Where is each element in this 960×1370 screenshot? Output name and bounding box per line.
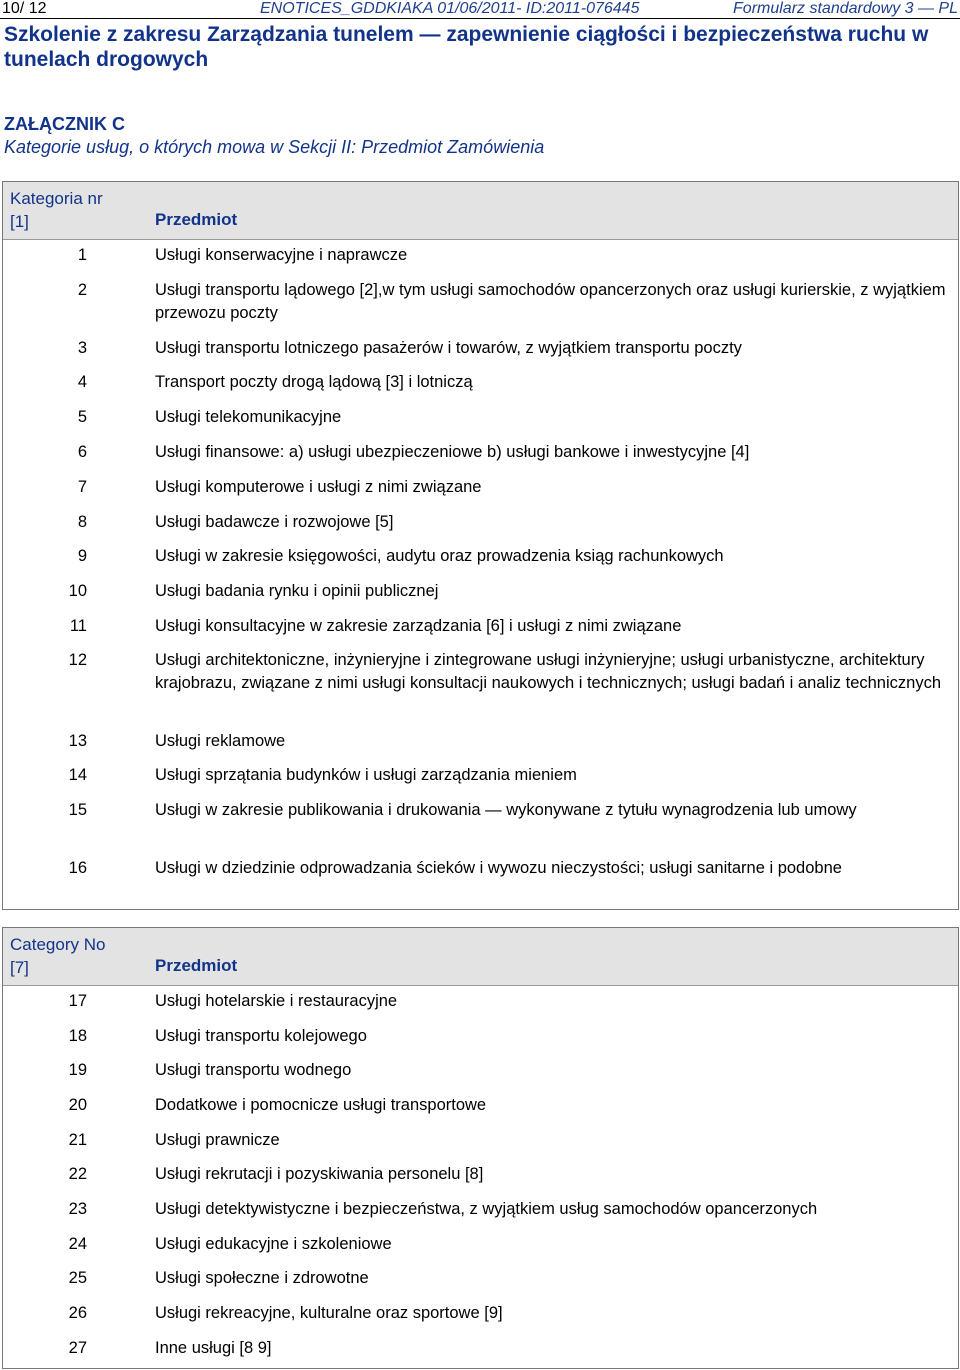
category-description: Usługi badania rynku i opinii publicznej <box>155 582 439 600</box>
category-description: Usługi transportu wodnego <box>155 1061 352 1079</box>
category-description: Usługi konsultacyjne w zakresie zarządzania [6] i usługi z nimi związane <box>155 617 682 635</box>
category-number: 3 <box>77 339 87 357</box>
category-column-footnote: [1] <box>10 212 29 231</box>
category-number: 14 <box>68 766 87 784</box>
running-header <box>0 0 960 19</box>
category-description: Usługi sprzątania budynków i usługi zarządzania mieniem <box>155 766 577 784</box>
category-description: Transport poczty drogą lądową [3] i lotniczą <box>155 373 473 391</box>
category-number: 12 <box>68 651 87 669</box>
category-description: Usługi rekreacyjne, kulturalne oraz sportowe [9] <box>155 1304 503 1322</box>
category-number: 22 <box>68 1165 87 1183</box>
category-description: Dodatkowe i pomocnicze usługi transportowe <box>155 1096 487 1114</box>
category-description: Usługi hotelarskie i restauracyjne <box>155 992 398 1010</box>
notice-id: ENOTICES_GDDKIAKA 01/06/2011- ID:2011-076445 <box>260 0 640 17</box>
category-description: Usługi rekrutacji i pozyskiwania personelu [8] <box>155 1165 484 1183</box>
category-description: Usługi konserwacyjne i naprawcze <box>155 246 408 264</box>
annex-heading: ZAŁĄCZNIK C <box>4 114 125 134</box>
category-number: 18 <box>68 1027 87 1045</box>
category-description: Usługi architektoniczne, inżynieryjne i zintegrowane usługi inżynieryjne; usługi urbanistyczne, architektury krajobrazu, związane z nimi usługi konsultacji naukowych i technicznych; usługi badań i analiz technicznych <box>155 651 941 692</box>
category-number: 7 <box>77 478 87 496</box>
annex-subheading: Kategorie usług, o których mowa w Sekcji II: Przedmiot Zamówienia <box>4 137 545 157</box>
category-description: Usługi reklamowe <box>155 732 286 750</box>
category-description: Usługi społeczne i zdrowotne <box>155 1269 369 1287</box>
category-number: 24 <box>68 1235 87 1253</box>
category-number: 13 <box>68 732 87 750</box>
category-description: Usługi telekomunikacyjne <box>155 408 342 426</box>
category-description: Usługi transportu kolejowego <box>155 1027 367 1045</box>
category-description: Usługi transportu lotniczego pasażerów i towarów, z wyjątkiem transportu poczty <box>155 339 742 357</box>
category-number: 27 <box>68 1339 87 1357</box>
category-description: Usługi transportu lądowego [2],w tym usługi samochodów opancerzonych oraz usługi kurierskie, z wyjątkiem przewozu poczty <box>155 281 946 322</box>
category-number: 8 <box>77 513 87 531</box>
table-header <box>3 182 958 240</box>
category-description: Usługi w zakresie publikowania i drukowania — wykonywane z tytułu wynagrodzenia lub umowy <box>155 801 857 819</box>
table-header <box>3 928 958 986</box>
document-title: Szkolenie z zakresu Zarządzania tunelem — zapewnienie ciągłości i bezpieczeństwa ruchu w tunelach drogowych <box>4 23 929 71</box>
category-description: Usługi finansowe: a) usługi ubezpieczeniowe b) usługi bankowe i inwestycyjne [4] <box>155 443 750 461</box>
category-number: 9 <box>77 547 87 565</box>
category-number: 17 <box>68 992 87 1010</box>
category-description: Usługi w dziedzinie odprowadzania ścieków i wywozu nieczystości; usługi sanitarne i podobne <box>155 859 842 877</box>
category-number: 6 <box>77 443 87 461</box>
subject-column-header: Przedmiot <box>155 956 238 975</box>
category-column-footnote: [7] <box>10 958 29 977</box>
category-number: 23 <box>68 1200 87 1218</box>
category-description: Usługi w zakresie księgowości, audytu oraz prowadzenia ksiąg rachunkowych <box>155 547 724 565</box>
category-description: Inne usługi [8 9] <box>155 1339 272 1357</box>
category-number: 1 <box>77 246 87 264</box>
category-description: Usługi komputerowe i usługi z nimi związane <box>155 478 482 496</box>
services-table-part-a <box>2 181 959 910</box>
category-number: 16 <box>68 859 87 877</box>
category-column-header: Kategoria nr <box>10 189 103 208</box>
category-number: 25 <box>68 1269 87 1287</box>
category-number: 5 <box>77 408 87 426</box>
category-number: 26 <box>68 1304 87 1322</box>
category-number: 4 <box>77 373 87 391</box>
form-name: Formularz standardowy 3 — PL <box>733 0 958 17</box>
category-description: Usługi prawnicze <box>155 1131 280 1149</box>
subject-column-header: Przedmiot <box>155 210 238 229</box>
category-number: 19 <box>68 1061 87 1079</box>
services-table-part-b <box>2 927 959 1369</box>
category-number: 21 <box>68 1131 87 1149</box>
category-number: 11 <box>69 617 87 635</box>
category-description: Usługi badawcze i rozwojowe [5] <box>155 513 394 531</box>
category-number: 10 <box>68 582 87 600</box>
category-description: Usługi detektywistyczne i bezpieczeństwa, z wyjątkiem usług samochodów opancerzonych <box>155 1200 818 1218</box>
category-description: Usługi edukacyjne i szkoleniowe <box>155 1235 392 1253</box>
category-number: 2 <box>77 281 87 299</box>
page-number: 10/ 12 <box>2 0 47 17</box>
category-column-header: Category No <box>10 935 106 954</box>
category-number: 20 <box>68 1096 87 1114</box>
category-number: 15 <box>68 801 87 819</box>
